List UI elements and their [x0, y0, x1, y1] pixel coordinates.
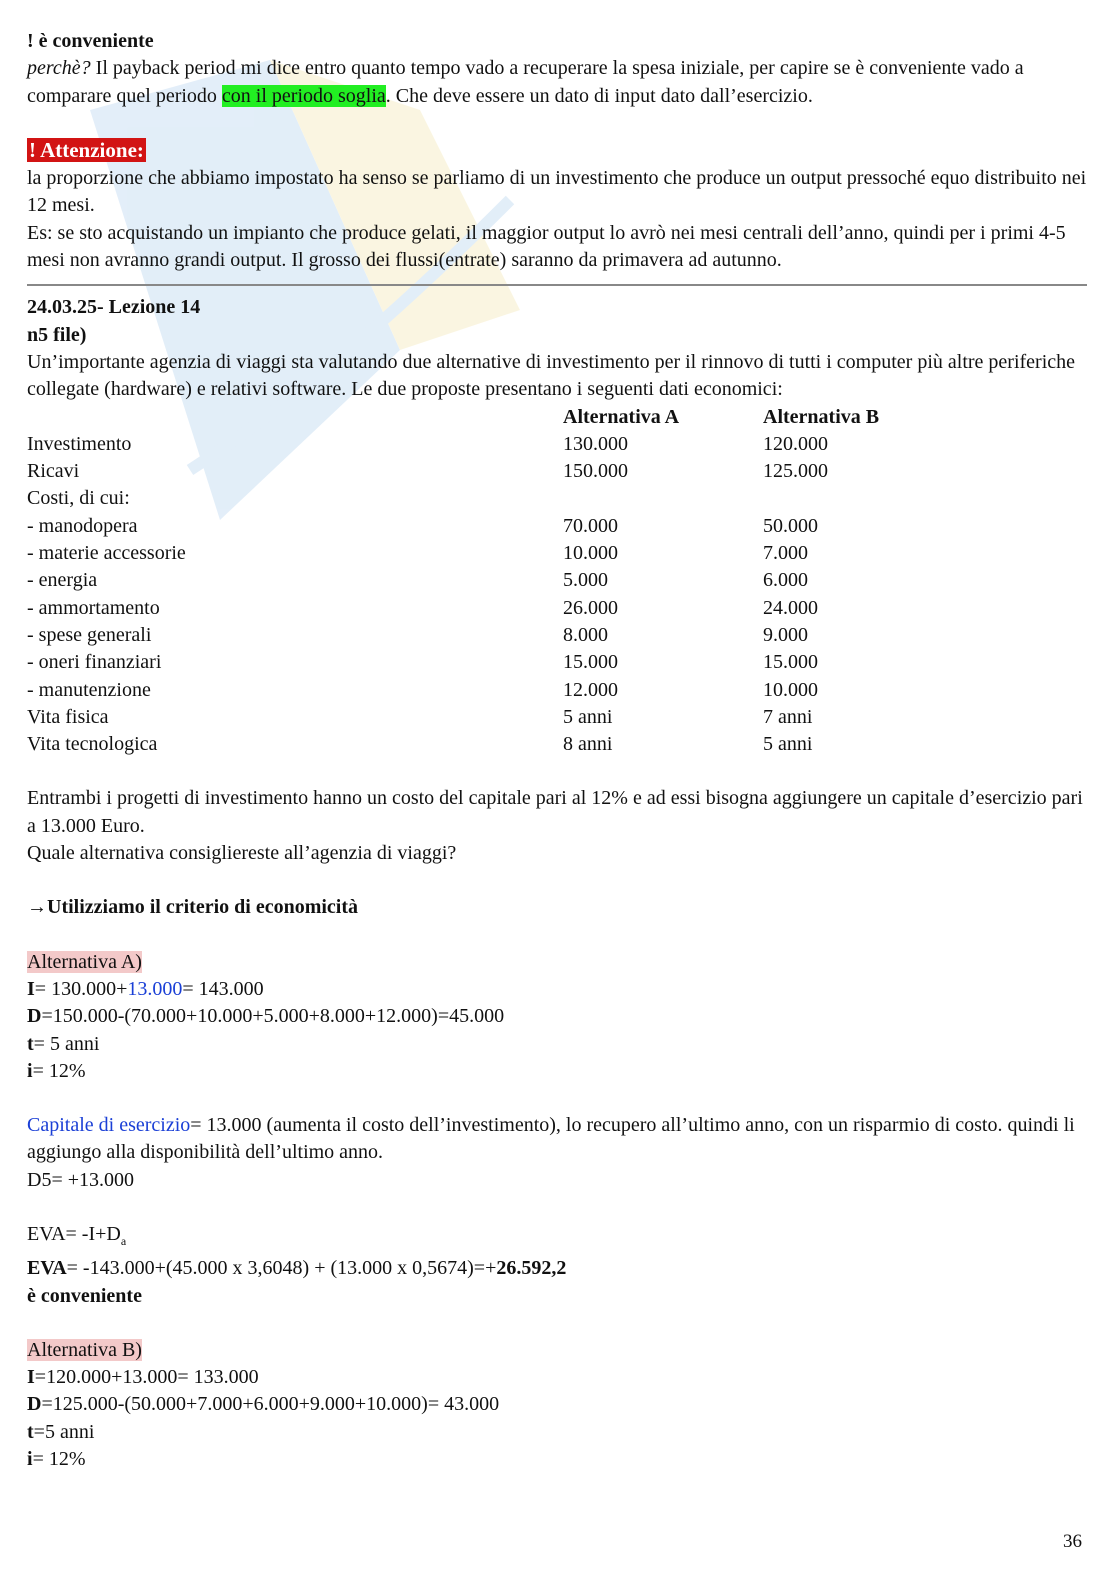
- attention-text-2: Es: se sto acquistando un impianto che produce gelati, il maggior output lo avrò nei mesi centrali dell’anno, quindi per i primi 4-5 mesi non avranno grandi output. Il grosso dei flussi(entrate) saranno da primavera ad autunno.: [27, 221, 1066, 272]
- table-row: [27, 704, 927, 731]
- table-cell: 50.000: [763, 514, 818, 537]
- table-cell: 150.000: [563, 460, 628, 483]
- table-cell: 5 anni: [563, 705, 613, 728]
- section-divider: [27, 284, 1087, 286]
- table-cell: 7 anni: [763, 705, 813, 728]
- document-page: [27, 28, 1087, 1473]
- lesson-title: 24.03.25- Lezione 14: [27, 296, 201, 319]
- alt-b-investment: I=120.000+13.000= 133.000: [27, 1366, 259, 1389]
- table-cell: 5.000: [563, 569, 608, 592]
- table-cell: Investimento: [27, 432, 132, 455]
- page-number: 36: [1063, 1530, 1082, 1552]
- table-row: [27, 622, 927, 649]
- table-cell: - manutenzione: [27, 678, 151, 701]
- table-cell: 125.000: [763, 460, 828, 483]
- table-header-cell: Alternativa A: [563, 405, 680, 428]
- table-cell: 10.000: [763, 678, 818, 701]
- alt-b-rate: i= 12%: [27, 1448, 86, 1471]
- table-cell: - ammortamento: [27, 596, 160, 619]
- table-row: [27, 431, 927, 458]
- table-cell: 8 anni: [563, 733, 613, 756]
- table-header-cell: Alternativa B: [763, 405, 880, 428]
- problem-text-2: Entrambi i progetti di investimento hanno un costo del capitale pari al 12% e ad essi bisogna aggiungere un capitale d’esercizio pari a 13.000 Euro.: [27, 787, 1083, 837]
- table-cell: - materie accessorie: [27, 542, 186, 565]
- table-cell: 24.000: [763, 596, 818, 619]
- table-cell: 26.000: [563, 596, 618, 619]
- table-cell: 8.000: [563, 623, 608, 646]
- table-cell: Vita tecnologica: [27, 733, 158, 756]
- table-cell: [563, 485, 763, 512]
- table-cell: 15.000: [563, 651, 618, 674]
- why-label: perchè?: [27, 57, 91, 80]
- alt-a-investment: I= 130.000+13.000= 143.000: [27, 977, 264, 1000]
- table-row: [27, 540, 927, 567]
- table-cell: [763, 485, 927, 512]
- table-cell: 15.000: [763, 651, 818, 674]
- table-row: [27, 513, 927, 540]
- table-cell: 9.000: [763, 623, 808, 646]
- table-cell: - oneri finanziari: [27, 651, 162, 674]
- highlight-threshold: con il periodo soglia: [221, 84, 386, 107]
- table-cell: 70.000: [563, 514, 618, 537]
- table-row: [27, 595, 927, 622]
- alt-a-rate: i= 12%: [27, 1059, 86, 1082]
- capital-paragraph: Capitale di esercizio= 13.000 (aumenta il costo dell’investimento), lo recupero all’ultimo anno, con un risparmio di costo. quindi li aggiungo alla disponibilità dell’ultimo anno.: [27, 1114, 1075, 1164]
- alt-b-title: Alternativa B): [27, 1338, 142, 1361]
- table-cell: 120.000: [763, 432, 828, 455]
- eva-formula: $EVA= -I+D_a$: [27, 1222, 127, 1248]
- alt-a-time: t= 5 anni: [27, 1032, 100, 1055]
- alt-a-title: Alternativa A): [27, 950, 142, 973]
- alt-a-conclusion: è conveniente: [27, 1284, 142, 1307]
- table-row: [27, 485, 927, 512]
- question: Quale alternativa consigliereste all’agenzia di viaggi?: [27, 842, 457, 865]
- alt-b-time: t=5 anni: [27, 1420, 95, 1443]
- table-cell: Costi, di cui:: [27, 487, 130, 510]
- table-cell: 5 anni: [763, 733, 813, 756]
- problem-text: Un’importante agenzia di viaggi sta valutando due alternative di investimento per il rinnovo di tutti i computer più altre periferiche collegate (hardware) e relativi software. Le due proposte presentano i seguenti dati economici:: [27, 350, 1076, 401]
- alt-a-cashflow: D=150.000-(70.000+10.000+5.000+8.000+12.000)=45.000: [27, 1005, 505, 1028]
- table-header-row: [27, 404, 927, 431]
- d5-line: D5= +13.000: [27, 1168, 135, 1191]
- table-cell: 6.000: [763, 569, 808, 592]
- eva-calculation: EVA= -143.000+(45.000 x 3,6048) + (13.000 x 0,5674)=+26.592,2: [27, 1257, 567, 1280]
- lesson-subtitle: n5 file): [27, 323, 87, 346]
- table-row: [27, 677, 927, 704]
- table-row: [27, 458, 927, 485]
- payback-paragraph: perchè? Il payback period mi dice entro quanto tempo vado a recuperare la spesa iniziale, per capire se è conveniente vado a comparare quel periodo con il periodo soglia. Che deve essere un dato di input dato dall’esercizio.: [27, 57, 1024, 107]
- table-cell: 7.000: [763, 542, 808, 565]
- table-cell: 130.000: [563, 432, 628, 455]
- table-cell: 12.000: [563, 678, 618, 701]
- attention-badge: ! Attenzione:: [29, 137, 144, 162]
- table-cell: 10.000: [563, 542, 618, 565]
- table-header-cell: [27, 404, 563, 431]
- table-row: [27, 567, 927, 594]
- criterion-heading: →Utilizziamo il criterio di economicità: [27, 896, 359, 919]
- table-cell: Ricavi: [27, 460, 80, 483]
- table-cell: - manodopera: [27, 514, 138, 537]
- table-cell: - energia: [27, 569, 98, 592]
- table-row: [27, 649, 927, 676]
- table-row: [27, 731, 927, 758]
- table-cell: - spese generali: [27, 623, 152, 646]
- capital-highlight: 13.000: [127, 977, 183, 1000]
- table-cell: Vita fisica: [27, 705, 109, 728]
- attention-text-1: la proporzione che abbiamo impostato ha senso se parliamo di un investimento che produce un output pressoché equo distribuito nei 12 mesi.: [27, 167, 1087, 217]
- attention-heading: [27, 137, 1087, 165]
- alt-b-cashflow: D=125.000-(50.000+7.000+6.000+9.000+10.000)= 43.000: [27, 1393, 500, 1416]
- data-table: [27, 404, 927, 759]
- conclusion-heading: ! è conveniente: [27, 30, 154, 52]
